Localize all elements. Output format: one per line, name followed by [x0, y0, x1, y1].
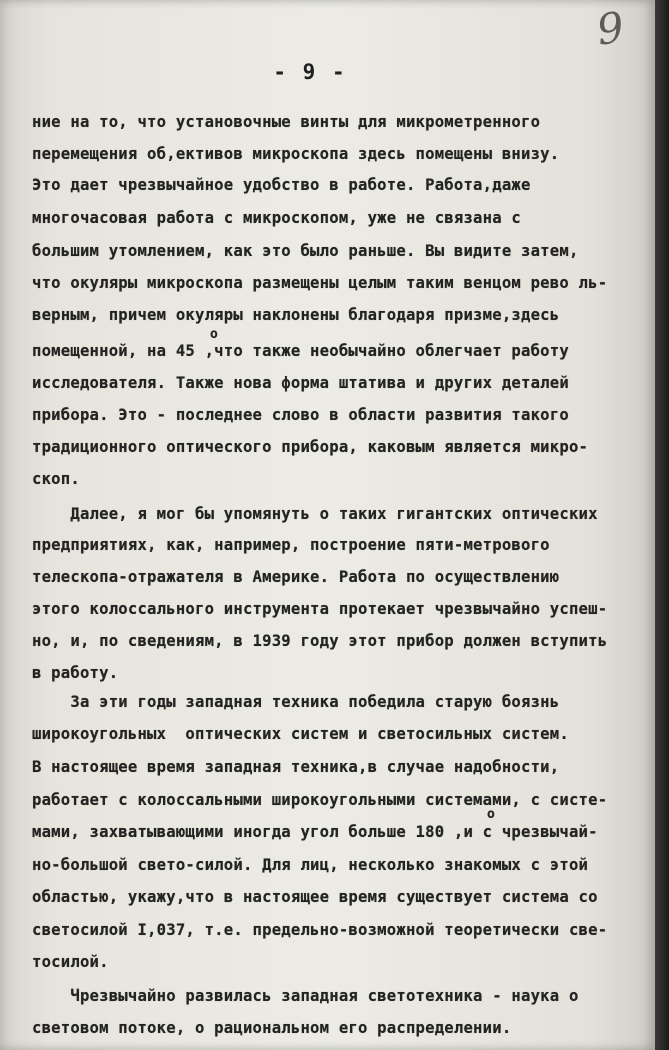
text-line: скоп. — [32, 470, 80, 488]
text-line: в работу. — [32, 664, 119, 682]
text-line: исследователя. Также нова форма штатива и других деталей — [32, 374, 569, 392]
text-line: ние на то, что установочные винты для микрометренного — [32, 113, 541, 131]
text-line: предприятиях, как, например, построение пяти-метрового — [32, 536, 550, 554]
text-line: перемещения об,ективов микроскопа здесь помещены внизу. — [32, 145, 560, 163]
text-line: этого колоссального инструмента протекает чрезвычайно успеш- — [32, 600, 608, 618]
degree-mark: о — [210, 327, 219, 342]
text-line: световом потоке, о рациональном его распределении. — [32, 1019, 512, 1037]
text-line: Чрезвычайно развилась западная светотехника - наука о — [32, 987, 579, 1005]
text-line: мами, захватывающими иногда угол больше 180 ,и с чрезвычай- — [32, 823, 598, 841]
handwritten-page-number: 9 — [593, 2, 628, 55]
text-line: традиционного оптического прибора, каковым является микро- — [32, 438, 589, 456]
text-line: но, и, по сведениям, в 1939 году этот прибор должен вступить — [32, 632, 608, 650]
text-line: областью, укажу,что в настоящее время существует система со — [32, 888, 598, 906]
text-line: светосилой I,037, т.е. предельно-возможной теоретически све- — [32, 921, 608, 939]
text-line: что окуляры микроскопа размещены целым таким венцом рево ль- — [32, 274, 608, 292]
text-line: большим утомлением, как это было раньше. Вы видите затем, — [32, 242, 579, 260]
text-line: Далее, я мог бы упомянуть о таких гигантских оптических — [32, 505, 598, 523]
text-line: помещенной, на 45 ,что также необычайно облегчает работу — [32, 342, 569, 360]
text-line: телескопа-отражателя в Америке. Работа по осуществлению — [32, 568, 560, 586]
text-line: широкоугольных оптических систем и светосильных систем. — [32, 725, 569, 743]
text-line: верным, причем окуляры наклонены благодаря призме,здесь — [32, 306, 560, 324]
text-line: многочасовая работа с микроскопом, уже не связана с — [32, 209, 521, 227]
text-line: работает с колоссальными широкоугольными системами, с систе- — [32, 791, 608, 809]
page-header: - 9 - — [273, 60, 347, 84]
degree-mark: о — [487, 807, 496, 822]
text-line: прибора. Это - последнее слово в области развития такого — [32, 406, 569, 424]
text-line: Это дает чрезвычайное удобство в работе. Работа,даже — [32, 176, 531, 194]
text-line: В настоящее время западная техника,в случае надобности, — [32, 758, 560, 776]
text-line: За эти годы западная техника победила старую боязнь — [32, 693, 560, 711]
scan-edge-shadow — [655, 0, 669, 1050]
text-line: но-большой свето-силой. Для лиц, несколько знакомых с этой — [32, 856, 589, 874]
text-line: тосилой. — [32, 953, 109, 971]
